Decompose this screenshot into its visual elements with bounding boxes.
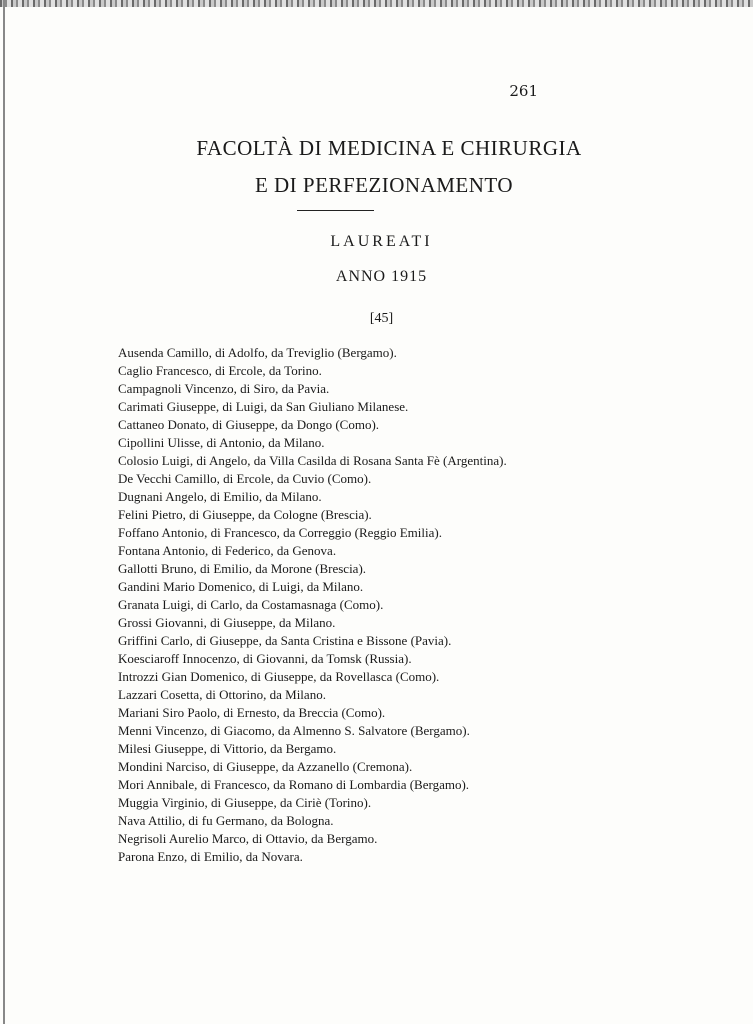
list-item: Menni Vincenzo, di Giacomo, da Almenno S. Salvatore (Bergamo). bbox=[118, 723, 470, 738]
list-item: Dugnani Angelo, di Emilio, da Milano. bbox=[118, 489, 322, 504]
list-item: Parona Enzo, di Emilio, da Novara. bbox=[118, 849, 303, 864]
section-heading: LAUREATI bbox=[330, 233, 433, 250]
reference-number: [45] bbox=[369, 311, 394, 326]
faculty-title-line-2: E DI PERFEZIONAMENTO bbox=[254, 173, 514, 197]
faculty-title-line-1: FACOLTÀ DI MEDICINA E CHIRURGIA bbox=[196, 136, 582, 160]
list-item: De Vecchi Camillo, di Ercole, da Cuvio (Como). bbox=[118, 471, 372, 486]
list-item: Cipollini Ulisse, di Antonio, da Milano. bbox=[118, 435, 325, 450]
list-item: Granata Luigi, di Carlo, da Costamasnaga (Como). bbox=[118, 597, 384, 612]
list-item: Fontana Antonio, di Federico, da Genova. bbox=[118, 543, 337, 558]
list-item: Lazzari Cosetta, di Ottorino, da Milano. bbox=[118, 687, 326, 702]
list-item: Campagnoli Vincenzo, di Siro, da Pavia. bbox=[118, 381, 330, 396]
list-item: Mariani Siro Paolo, di Ernesto, da Breccia (Como). bbox=[118, 705, 386, 720]
list-item: Ausenda Camillo, di Adolfo, da Treviglio (Bergamo). bbox=[118, 345, 397, 360]
list-item: Foffano Antonio, di Francesco, da Correggio (Reggio Emilia). bbox=[118, 525, 442, 540]
title-divider bbox=[297, 210, 374, 211]
page-number: 261 bbox=[509, 82, 538, 100]
list-item: Milesi Giuseppe, di Vittorio, da Bergamo. bbox=[118, 741, 337, 756]
list-item: Felini Pietro, di Giuseppe, da Cologne (Brescia). bbox=[118, 507, 372, 522]
list-item: Negrisoli Aurelio Marco, di Ottavio, da Bergamo. bbox=[118, 831, 378, 846]
list-item: Introzzi Gian Domenico, di Giuseppe, da Rovellasca (Como). bbox=[118, 669, 440, 684]
list-item: Colosio Luigi, di Angelo, da Villa Casilda di Rosana Santa Fè (Argentina). bbox=[118, 453, 507, 468]
year-heading: ANNO 1915 bbox=[335, 268, 428, 285]
list-item: Mondini Narciso, di Giuseppe, da Azzanello (Cremona). bbox=[118, 759, 413, 774]
list-item: Mori Annibale, di Francesco, da Romano di Lombardia (Bergamo). bbox=[118, 777, 470, 792]
list-item: Grossi Giovanni, di Giuseppe, da Milano. bbox=[118, 615, 336, 630]
list-item: Koesciaroff Innocenzo, di Giovanni, da Tomsk (Russia). bbox=[118, 651, 412, 666]
page-top-edge bbox=[0, 0, 753, 7]
list-item: Gandini Mario Domenico, di Luigi, da Milano. bbox=[118, 579, 364, 594]
list-item: Caglio Francesco, di Ercole, da Torino. bbox=[118, 363, 322, 378]
list-item: Carimati Giuseppe, di Luigi, da San Giuliano Milanese. bbox=[118, 399, 409, 414]
list-item: Cattaneo Donato, di Giuseppe, da Dongo (Como). bbox=[118, 417, 380, 432]
list-item: Nava Attilio, di fu Germano, da Bologna. bbox=[118, 813, 334, 828]
list-item: Griffini Carlo, di Giuseppe, da Santa Cristina e Bissone (Pavia). bbox=[118, 633, 452, 648]
list-item: Muggia Virginio, di Giuseppe, da Ciriè (Torino). bbox=[118, 795, 372, 810]
graduates-list bbox=[118, 344, 578, 866]
list-item: Gallotti Bruno, di Emilio, da Morone (Brescia). bbox=[118, 561, 367, 576]
